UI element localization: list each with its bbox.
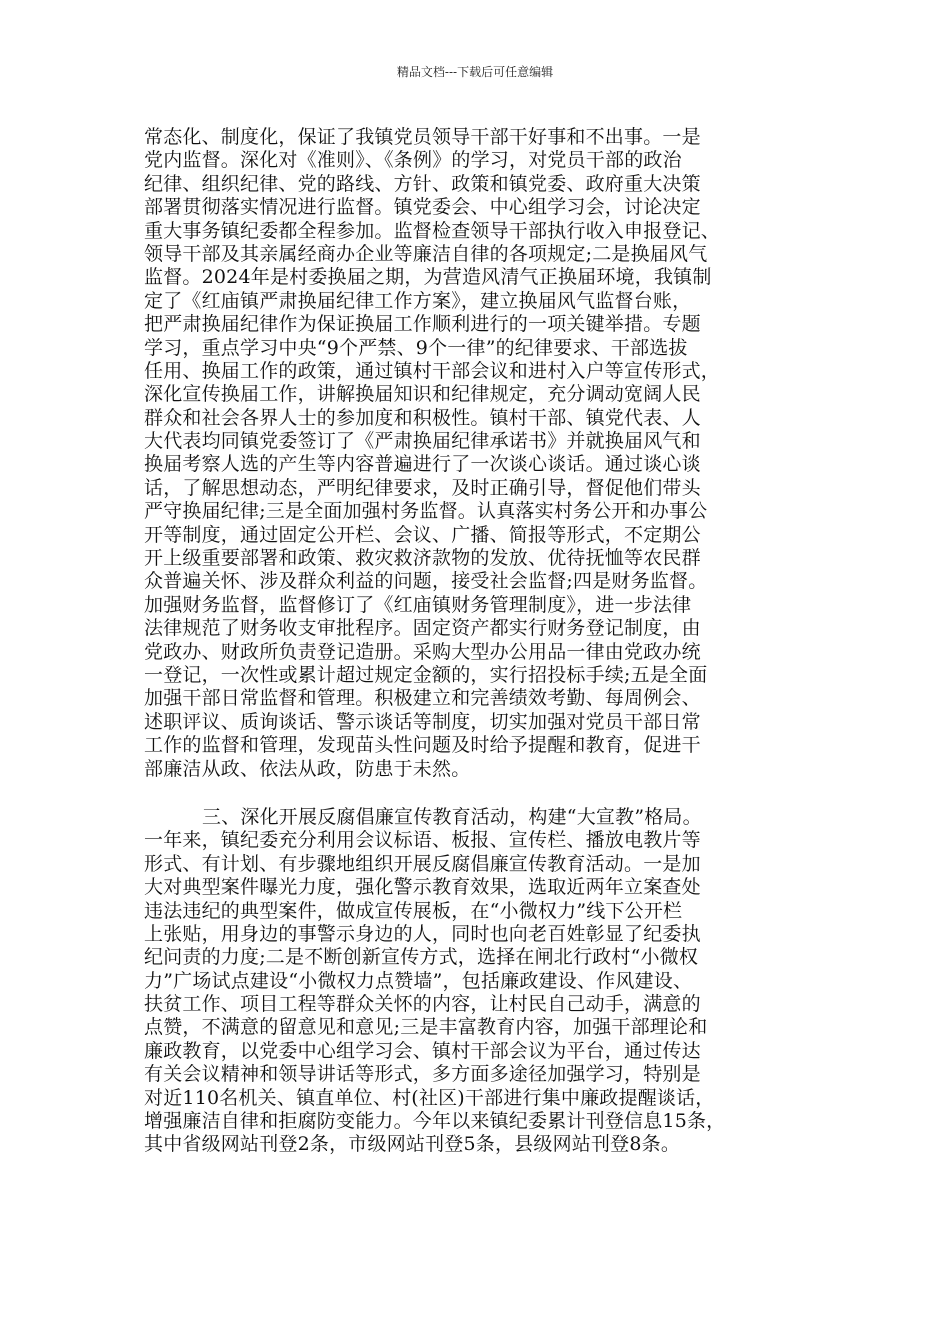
text-line: 扶贫工作、项目工程等群众关怀的内容，让村民自己动手，满意的	[144, 993, 701, 1016]
text-line: 深化宣传换届工作，讲解换届知识和纪律规定，充分调动宽阔人民	[144, 383, 701, 406]
text-line: 纪律、组织纪律、党的路线、方针、政策和镇党委、政府重大决策	[144, 172, 701, 195]
text-line: 点赞，不满意的留意见和意见;三是丰富教育内容，加强干部理论和	[144, 1016, 708, 1039]
text-line: 开上级重要部署和政策、救灾救济款物的发放、优待抚恤等农民群	[144, 547, 701, 570]
text-line: 大对典型案件曝光力度，强化警示教育效果，选取近两年立案查处	[144, 876, 701, 899]
text-line: 学习，重点学习中央“9个严禁、9个一律”的纪律要求、干部选拔	[144, 336, 688, 359]
text-line: 形式、有计划、有步骤地组织开展反腐倡廉宣传教育活动。一是加	[144, 852, 701, 875]
text-line: 述职评议、质询谈话、警示谈话等制度，切实加强对党员干部日常	[144, 710, 701, 733]
text-line: 一登记，一次性或累计超过规定金额的，实行招投标手续;五是全面	[144, 663, 708, 686]
text-line: 任用、换届工作的政策，通过镇村干部会议和进村入户等宣传形式，	[144, 359, 721, 382]
section-heading-line: 三、深化开展反腐倡廉宣传教育活动，构建“大宣教”格局。	[202, 805, 702, 828]
text-line: 严守换届纪律;三是全面加强村务监督。认真落实村务公开和办事公	[144, 500, 708, 523]
text-line: 把严肃换届纪律作为保证换届工作顺利进行的一项关键举措。专题	[144, 313, 701, 336]
text-line: 部署贯彻落实情况进行监督。镇党委会、中心组学习会，讨论决定	[144, 196, 701, 219]
page-header: 精品文档---下载后可任意编辑	[396, 65, 554, 79]
text-line: 廉政教育，以党委中心组学习会、镇村干部会议为平台，通过传达	[144, 1039, 701, 1062]
text-line: 部廉洁从政、依法从政，防患于未然。	[144, 757, 471, 780]
text-line: 有关会议精神和领导讲话等形式，多方面多途径加强学习，特别是	[144, 1063, 701, 1086]
text-line: 领导干部及其亲属经商办企业等廉洁自律的各项规定;二是换届风气	[144, 242, 708, 265]
paragraph-supervision	[144, 126, 812, 781]
text-line: 监督。2024年是村委换届之期，为营造风清气正换届环境，我镇制	[144, 266, 712, 289]
text-line: 上张贴，用身边的事警示身边的人，同时也向老百姓彰显了纪委执	[144, 922, 701, 945]
text-line: 加强财务监督，监督修订了《红庙镇财务管理制度》，进一步法律	[144, 593, 692, 616]
text-line: 大代表均同镇党委签订了《严肃换届纪律承诺书》并就换届风气和	[144, 430, 701, 453]
text-line: 党政办、财政所负责登记造册。采购大型办公用品一律由党政办统	[144, 640, 701, 663]
paragraph-spacer	[144, 781, 812, 806]
text-line: 其中省级网站刊登2条，市级网站刊登5条，县级网站刊登8条。	[144, 1133, 681, 1156]
text-line: 定了《红庙镇严肃换届纪律工作方案》，建立换届风气监督台账，	[144, 289, 692, 312]
text-line: 党内监督。深化对《准则》、《条例》的学习，对党员干部的政治	[144, 149, 682, 172]
text-line: 对近110名机关、镇直单位、村(社区)干部进行集中廉政提醒谈话，	[144, 1086, 715, 1109]
text-line: 群众和社会各界人士的参加度和积极性。镇村干部、镇党代表、人	[144, 406, 701, 429]
text-line: 开等制度，通过固定公开栏、会议、广播、简报等形式，不定期公	[144, 523, 701, 546]
text-line: 加强干部日常监督和管理。积极建立和完善绩效考勤、每周例会、	[144, 687, 701, 710]
text-line: 话，了解思想动态，严明纪律要求，及时正确引导，督促他们带头	[144, 476, 701, 499]
text-line: 众普遍关怀、涉及群众利益的问题，接受社会监督;四是财务监督。	[144, 570, 708, 593]
text-line: 增强廉洁自律和拒腐防变能力。今年以来镇纪委累计刊登信息15条，	[144, 1110, 726, 1133]
text-line: 一年来，镇纪委充分利用会议标语、板报、宣传栏、播放电教片等	[144, 829, 701, 852]
document-body	[144, 126, 812, 1157]
text-line: 常态化、制度化，保证了我镇党员领导干部干好事和不出事。一是	[144, 126, 701, 148]
text-line: 力”广场试点建设“小微权力点赞墙”，包括廉政建设、作风建设、	[144, 969, 693, 992]
text-line: 违法违纪的典型案件，做成宣传展板，在“小微权力”线下公开栏	[144, 899, 683, 922]
paragraph-education	[144, 806, 812, 1157]
text-line: 换届考察人选的产生等内容普遍进行了一次谈心谈话。通过谈心谈	[144, 453, 701, 476]
text-line: 纪问责的力度;二是不断创新宣传方式，选择在闸北行政村“小微权	[144, 946, 699, 969]
text-line: 法律规范了财务收支审批程序。固定资产都实行财务登记制度，由	[144, 617, 701, 640]
text-line: 重大事务镇纪委都全程参加。监督检查领导干部执行收入申报登记、	[144, 219, 721, 242]
text-line: 工作的监督和管理，发现苗头性问题及时给予提醒和教育，促进干	[144, 734, 701, 757]
